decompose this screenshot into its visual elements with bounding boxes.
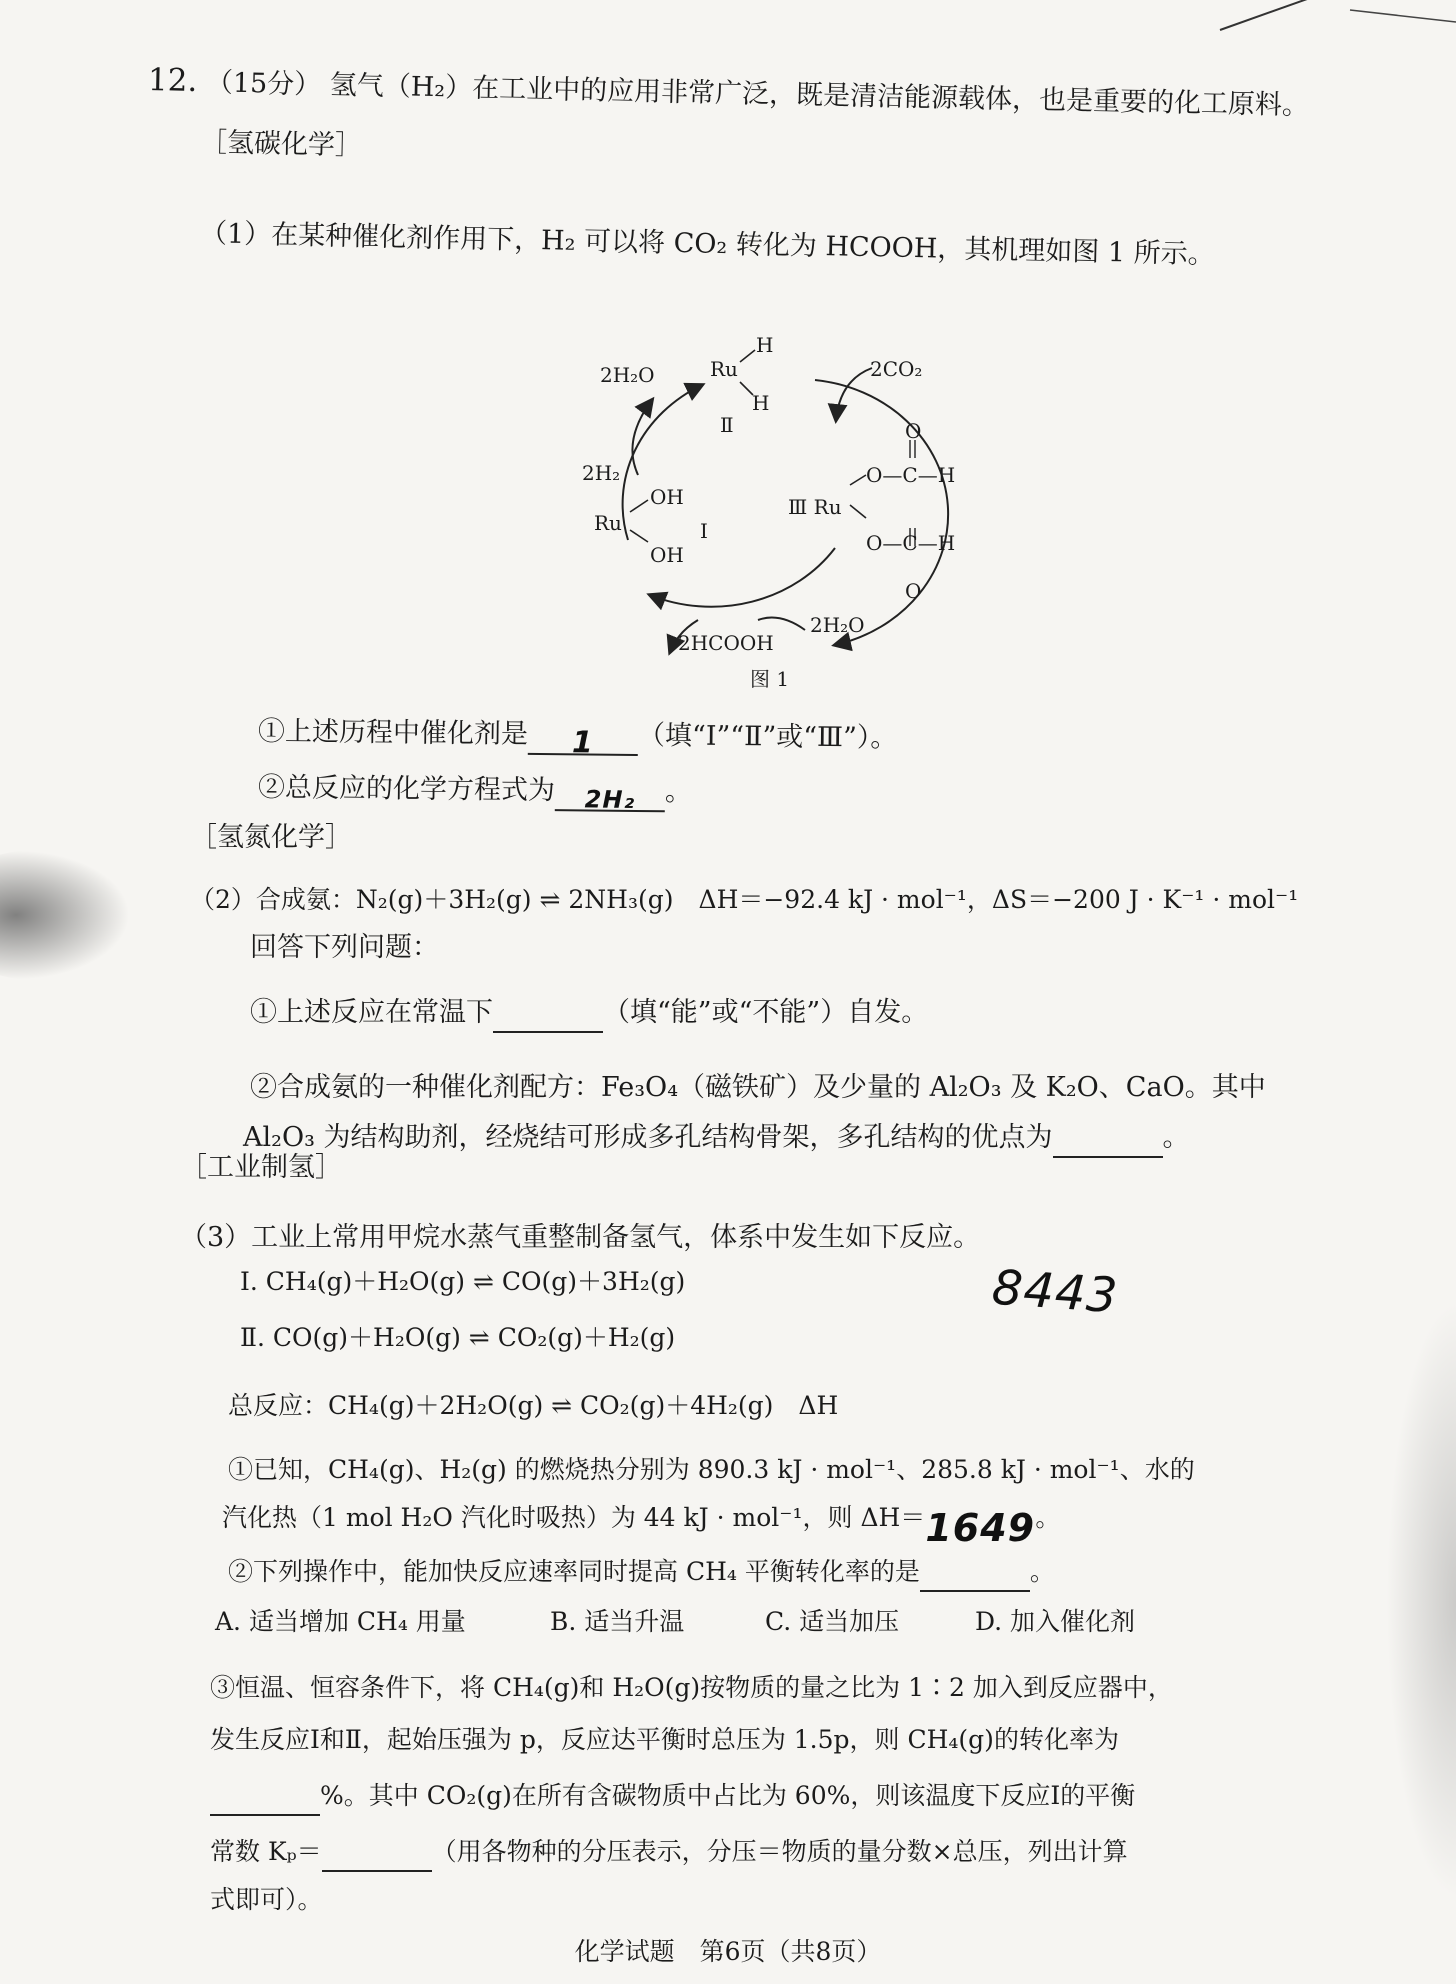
s3-q3-line4-prefix: 常数 Kₚ＝ (210, 1837, 322, 1866)
handwritten-note-text: 8443 (990, 1259, 1120, 1325)
reaction-2: Ⅱ. CO(g)＋H₂O(g) ⇌ CO₂(g)＋H₂(g) (240, 1323, 676, 1352)
s1-q1 (258, 712, 898, 759)
total-reaction: 总反应：CH₄(g)＋2H₂O(g) ⇌ CO₂(g)＋4H₂(g) ΔH (228, 1391, 839, 1420)
label-roman-1: Ⅰ (700, 519, 708, 543)
label-ru-left: Ru (594, 511, 622, 535)
s3-q2 (228, 1552, 1055, 1592)
s3-q3-conversion-blank[interactable] (210, 1784, 320, 1816)
s1-q2-handwritten-answer: 2H₂ (584, 785, 636, 814)
option-c[interactable]: C. 适当加压 (765, 1607, 900, 1636)
s3-q2-options (215, 1602, 1135, 1642)
section-heading-industrial-hydrogen: ［工业制氢］ (180, 1152, 342, 1183)
label-2h2o-top: 2H₂O (600, 363, 655, 387)
s3-q1-line2-prefix: 汽化热（1 mol H₂O 汽化时吸热）为 44 kJ · mol⁻¹，则 ΔH＝ (222, 1503, 926, 1532)
s3-q1-line2 (222, 1498, 1061, 1550)
part2-answer-prompt: 回答下列问题： (250, 932, 439, 963)
section-heading-hydrocarbon: ［氢碳化学］ (199, 127, 363, 162)
s3-q3-line1: ③恒温、恒容条件下，将 CH₄(g)和 H₂O(g)按物质的量之比为 1∶2 加入到反应器中， (210, 1673, 1173, 1702)
label-oc-h-bottom: O—C—H (866, 531, 956, 555)
s2-q2-line2 (243, 1118, 1190, 1158)
s2-q2-line1: ②合成氨的一种催化剂配方：Fe₃O₄（磁铁矿）及少量的 Al₂O₃ 及 K₂O、CaO。其中 (250, 1072, 1266, 1103)
s1-q1-suffix: （填“Ⅰ”“Ⅱ”或“Ⅲ”）。 (637, 719, 898, 754)
s3-q3-kp-blank[interactable] (322, 1840, 432, 1872)
question-intro: 氢气（H₂）在工业中的应用非常广泛，既是清洁能源载体，也是重要的化工原料。 (329, 69, 1310, 122)
s3-q3-line4-suffix: （用各物种的分压表示，分压＝物质的量分数×总压，列出计算 (431, 1837, 1128, 1866)
s3-q3-line3-suffix: %。其中 CO₂(g)在所有含碳物质中占比为 60%，则该温度下反应Ⅰ的平衡 (320, 1781, 1136, 1810)
page-footer: 化学试题 第6页（共8页） (574, 1937, 882, 1966)
label-2h2: 2H₂ (582, 461, 621, 485)
label-ru-top: Ru (710, 357, 738, 381)
handwritten-note (990, 1259, 1120, 1325)
option-a[interactable]: A. 适当增加 CH₄ 用量 (215, 1607, 466, 1636)
arrow-2h2o-in-bottom (758, 618, 805, 630)
bond-ru-o-bottom (850, 505, 866, 518)
s3-q2-suffix: 。 (1029, 1557, 1055, 1586)
section-heading-hydronitrogen: ［氢氮化学］ (190, 822, 352, 853)
bond-ru-o-top (850, 475, 866, 485)
s2-q2-line2-suffix: 。 (1162, 1122, 1190, 1153)
s2-q1-suffix: （填“能”或“不能”）自发。 (603, 997, 929, 1028)
question-header (148, 60, 1310, 126)
s3-q3-line2: 发生反应Ⅰ和Ⅱ，起始压强为 p，反应达平衡时总压为 1.5p，则 CH₄(g)的转化率为 (210, 1725, 1119, 1754)
scan-shadow-left (0, 850, 130, 980)
s1-q2-suffix: 。 (664, 776, 693, 808)
part3-text: （3）工业上常用甲烷水蒸气重整制备氢气，体系中发生如下反应。 (180, 1222, 981, 1253)
label-oc-h-top: O—C—H (866, 463, 956, 487)
reaction-1: Ⅰ. CH₄(g)＋H₂O(g) ⇌ CO(g)＋3H₂(g) (240, 1267, 686, 1296)
s3-q1-line2-suffix: 。 (1035, 1503, 1061, 1532)
bond-ru-oh-top (630, 500, 648, 512)
s3-q3-line4 (210, 1832, 1128, 1872)
option-d[interactable]: D. 加入催化剂 (975, 1607, 1136, 1636)
scan-shadow-right (1386, 1300, 1456, 1900)
s3-q3-line3 (210, 1776, 1135, 1816)
label-roman-3-ru: Ⅲ Ru (788, 495, 842, 519)
question-score: （15分） (205, 67, 322, 101)
label-oh-bottom: OH (650, 543, 684, 567)
label-roman-2: Ⅱ (720, 413, 734, 437)
option-b[interactable]: B. 适当升温 (550, 1607, 685, 1636)
part2-text: （2）合成氨：N₂(g)＋3H₂(g) ⇌ 2NH₃(g) ΔH＝−92.4 kJ · mol⁻¹，ΔS＝−200 J · K⁻¹ · mol⁻¹ (190, 885, 1299, 914)
s2-q1-prefix: ①上述反应在常温下 (250, 997, 493, 1028)
s2-q2-line2-prefix: Al₂O₃ 为结构助剂，经烧结可形成多孔结构骨架，多孔结构的优点为 (243, 1122, 1053, 1153)
s1-q1-handwritten-answer: 1 (571, 725, 595, 761)
s1-q2 (258, 768, 692, 813)
label-o-bottom: O (905, 579, 922, 603)
s3-q1-answer-blank[interactable] (925, 1506, 1036, 1550)
label-2co2: 2CO₂ (870, 357, 923, 381)
label-h-bottom: H (752, 391, 770, 415)
label-2hcooh: 2HCOOH (678, 631, 774, 655)
s2-q1-answer-blank[interactable] (493, 1001, 603, 1033)
part1-text: （1）在某种催化剂作用下，H₂ 可以将 CO₂ 转化为 HCOOH，其机理如图 1 所示。 (199, 218, 1215, 271)
s3-q1-line1: ①已知，CH₄(g)、H₂(g) 的燃烧热分别为 890.3 kJ · mol⁻¹、285.8 kJ · mol⁻¹、水的 (228, 1455, 1195, 1484)
label-o-top: O (905, 419, 922, 443)
s3-q2-answer-blank[interactable] (920, 1560, 1030, 1592)
s3-q2-prefix: ②下列操作中，能加快反应速率同时提高 CH₄ 平衡转化率的是 (228, 1557, 920, 1586)
figure-1-mechanism (560, 320, 1000, 700)
figure-caption: 图 1 (750, 667, 790, 691)
page-corner-edge (1180, 0, 1456, 40)
s3-q3-line5: 式即可）。 (210, 1885, 323, 1914)
s1-q1-prefix: ①上述历程中催化剂是 (257, 716, 529, 750)
s2-q1 (250, 993, 928, 1033)
s3-q1-handwritten-answer: 1649 (925, 1506, 1036, 1550)
label-oh-top: OH (650, 485, 684, 509)
s1-q2-prefix: ②总反应的化学方程式为 (257, 772, 556, 807)
label-2h2o-bottom: 2H₂O (810, 613, 865, 637)
s1-q2-answer-blank[interactable] (555, 779, 665, 812)
bond-ru-h-top (740, 350, 755, 362)
bond-ru-oh-bottom (630, 530, 648, 542)
s2-q2-answer-blank[interactable] (1053, 1126, 1163, 1158)
label-h-top: H (756, 333, 774, 357)
question-number: 12. (147, 62, 198, 100)
s1-q1-answer-blank[interactable] (528, 723, 638, 761)
